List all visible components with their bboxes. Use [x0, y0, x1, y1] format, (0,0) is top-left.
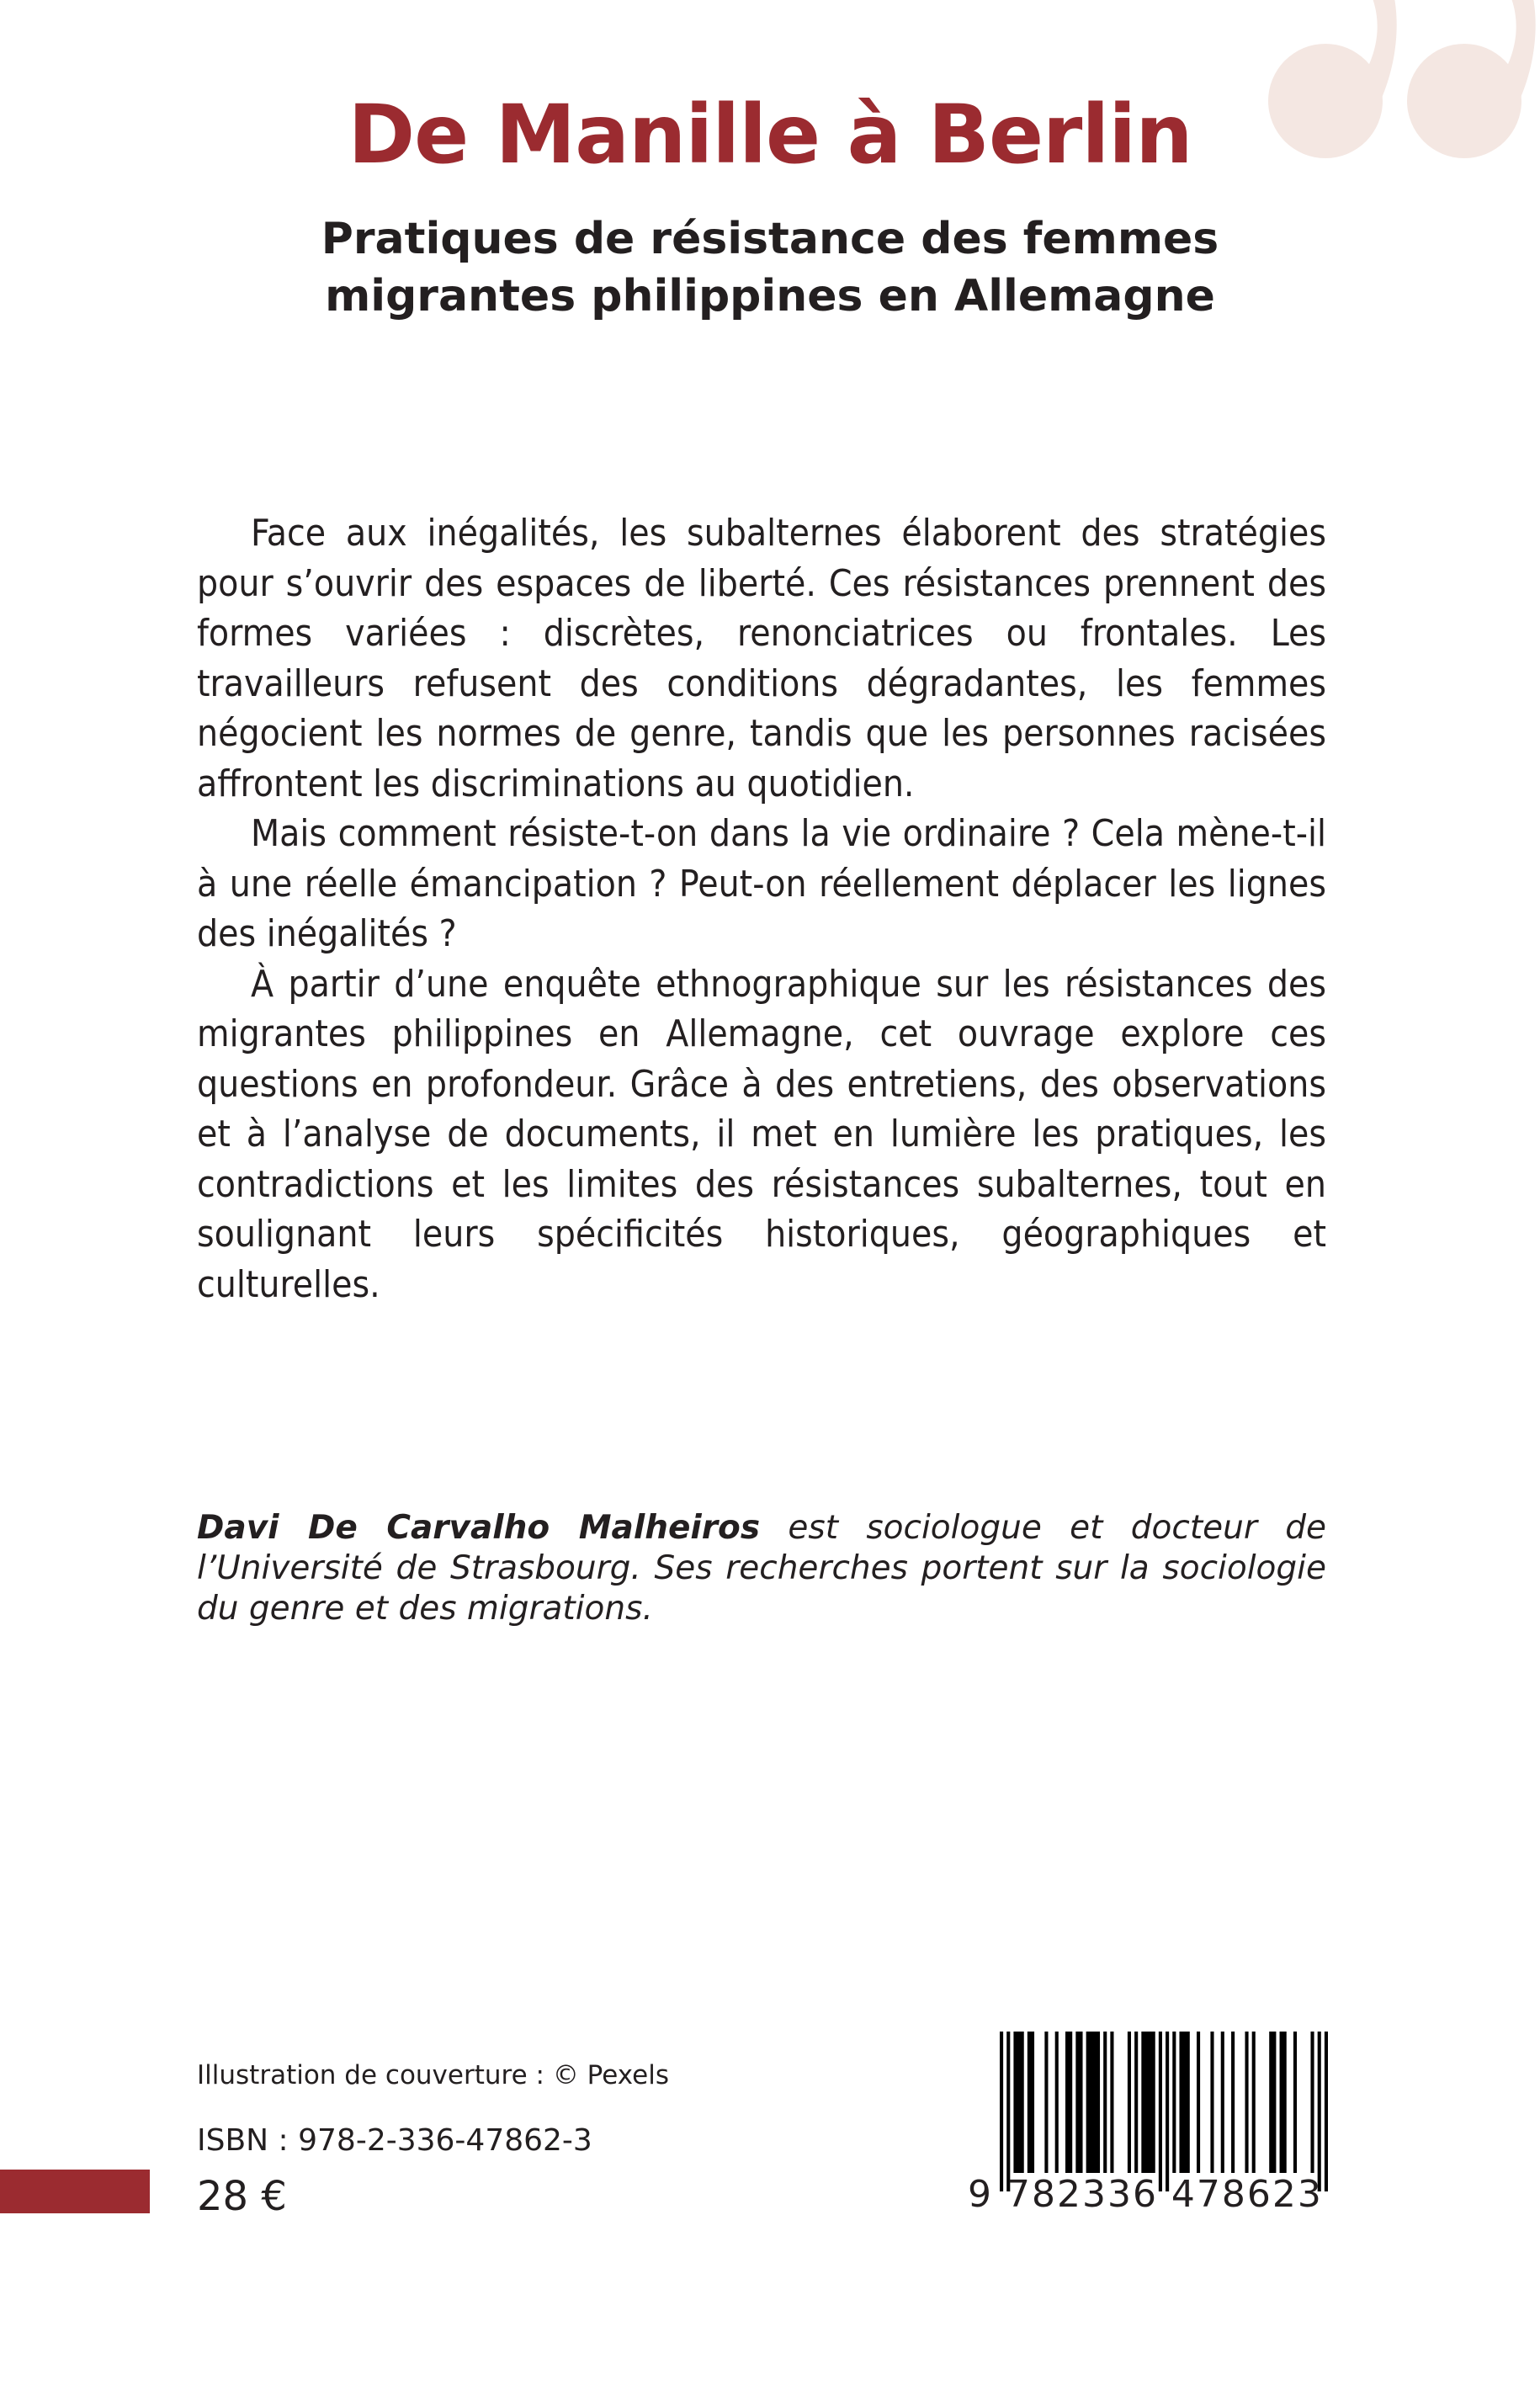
barcode-bar	[1166, 2032, 1169, 2191]
barcode-bar	[1293, 2032, 1297, 2173]
barcode-bar	[1280, 2032, 1287, 2173]
isbn: ISBN : 978-2-336-47862-3	[197, 2123, 592, 2158]
blurb-paragraph-1: Face aux inégalités, les subalternes élaborent des stratégies pour s’ouvrir des espaces de liberté. Ces résistances prennent des formes variées : discrètes, renonciatrices ou frontales. Les travailleurs refusent des conditions dégradantes, les femmes négocient les normes de genre, tandis que les personnes racisées affrontent les discriminations au quotidien.	[197, 512, 1326, 805]
subtitle-line-2: migrantes philippines en Allemagne	[325, 271, 1215, 321]
subtitle-line-1: Pratiques de résistance des femmes	[321, 214, 1219, 264]
barcode-bar	[1197, 2032, 1200, 2173]
barcode-bar	[1179, 2032, 1189, 2173]
barcode-bar	[1245, 2032, 1248, 2173]
author-name: Davi De Carvalho Malheiros	[197, 1509, 761, 1547]
barcode-bar	[1252, 2032, 1256, 2173]
accent-band	[0, 2170, 150, 2213]
price: 28 €	[197, 2173, 287, 2220]
barcode-digits: 9 782336 478623	[968, 2173, 1323, 2216]
barcode-bar	[1134, 2032, 1138, 2173]
barcode-bar	[1221, 2032, 1224, 2173]
blurb-paragraph-2: Mais comment résiste-t-on dans la vie ordinaire ? Cela mène-t-il à une réelle émancipation ? Peut-on réellement déplacer les lignes des inégalités ?	[197, 812, 1326, 955]
barcode-bar	[1055, 2032, 1059, 2173]
barcode-bar	[1310, 2032, 1314, 2173]
barcode-bar	[1141, 2032, 1155, 2173]
barcode-bar	[1086, 2032, 1100, 2173]
barcode-bar	[1210, 2032, 1213, 2173]
cover-credit: Illustration de couverture : © Pexels	[197, 2060, 670, 2090]
barcode-bar	[1006, 2032, 1010, 2191]
barcode-bar	[1159, 2032, 1162, 2191]
barcode-bar	[1269, 2032, 1276, 2173]
blurb-paragraph-3: À partir d’une enquête ethnographique sur les résistances des migrantes philippines en Allemagne, cet ouvrage explore ces questions en profondeur. Grâce à des entretiens, des observations et à l’analyse de documents, il met en lumière les pratiques, les contradictions et les limites des résistances subalternes, tout en soulignant leurs spécificités historiques, géographiques et culturelles.	[197, 962, 1326, 1306]
barcode-bar	[1075, 2032, 1082, 2173]
barcode-bar	[1013, 2032, 1023, 2173]
barcode-bar	[1044, 2032, 1048, 2173]
barcode-bar	[1172, 2032, 1176, 2173]
barcode-bar	[1128, 2032, 1131, 2173]
barcode-bar	[1103, 2032, 1107, 2173]
barcode-bar	[1231, 2032, 1235, 2173]
author-bio-text: est sociologue et docteur de l’Université de Strasbourg. Ses recherches portent sur la sociologie du genre et des migrations.	[197, 1509, 1326, 1628]
author-bio	[197, 1508, 1326, 1629]
barcode-bar	[1325, 2032, 1328, 2191]
barcode-bar	[1028, 2032, 1034, 2173]
book-subtitle	[0, 210, 1540, 325]
barcode-bar	[1110, 2032, 1113, 2173]
blurb	[197, 508, 1326, 1309]
book-title: De Manille à Berlin	[348, 88, 1192, 182]
barcode-bar	[1000, 2032, 1003, 2191]
barcode-bar	[1318, 2032, 1321, 2191]
barcode-bar	[1065, 2032, 1072, 2173]
